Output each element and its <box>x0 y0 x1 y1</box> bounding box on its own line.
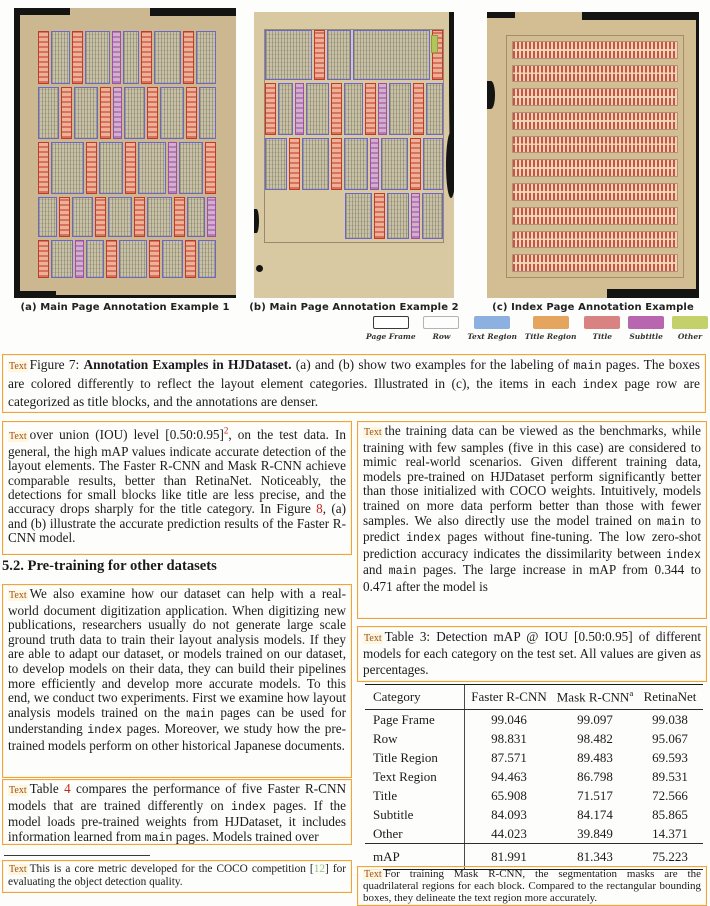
title-block <box>38 142 49 194</box>
title-block <box>289 138 300 190</box>
annotated-main-page-example-2-image <box>254 12 454 298</box>
table-cell-value: 85.865 <box>652 806 688 822</box>
text-region-block <box>423 138 443 190</box>
subtitle-block <box>168 142 177 194</box>
legend-swatch <box>474 316 510 329</box>
scan-edge-shadow <box>256 265 263 272</box>
table-row <box>365 767 703 786</box>
legend-label: Title Region <box>524 332 577 341</box>
title-block <box>141 31 152 83</box>
text-region-block <box>345 193 372 239</box>
title-block <box>365 83 376 135</box>
text-region-block <box>306 83 328 135</box>
text-region-block <box>147 197 172 237</box>
table-cell-value: 44.023 <box>491 825 527 841</box>
page-frame-region <box>264 29 444 243</box>
subtitle-block <box>370 138 379 190</box>
annotated-main-page-example-1-image <box>14 8 236 298</box>
text-region-block <box>51 31 69 83</box>
legend-item-other <box>672 316 708 341</box>
legend-swatch <box>628 316 664 329</box>
text-region-block <box>162 240 183 278</box>
legend-label: Text Region <box>467 332 517 341</box>
title-block <box>314 30 325 80</box>
legend-swatch <box>533 316 569 329</box>
text-region-block <box>108 197 131 237</box>
table-row <box>365 786 703 805</box>
text-region-block <box>344 138 368 190</box>
subtitle-block <box>207 197 216 237</box>
figure7-caption-box <box>2 354 706 413</box>
title-block <box>125 142 136 194</box>
text-region-block <box>199 87 216 139</box>
table3-footnote-box <box>357 866 707 906</box>
layout-detection-text-label: Text <box>9 590 27 601</box>
table-cell-category: Row <box>365 729 465 748</box>
title-block <box>134 197 145 237</box>
title-block <box>185 240 196 278</box>
table-cell-category: Title Region <box>365 748 465 767</box>
title-block <box>61 87 72 139</box>
annotated-index-page-example-image <box>487 12 699 298</box>
scan-edge-shadow <box>150 8 236 16</box>
layout-detection-text-label: Text <box>364 427 382 438</box>
scan-edge-shadow <box>487 12 515 18</box>
table-cell-value: 99.097 <box>577 711 613 727</box>
scan-edge-shadow <box>446 132 454 198</box>
text-region-block <box>278 83 293 135</box>
legend-swatch <box>423 316 459 329</box>
text-region-block <box>124 87 145 139</box>
figure7-caption-text: Figure 7: Annotation Examples in HJDataset. (a) and (b) show two examples for the labeling of main pages. The boxes are colored differently to reflect the layout element categories. Illustrated in (c), the items in each index page row are categorized as title blocks, and the annotations are denser. <box>8 357 700 409</box>
layout-detection-text-label: Text <box>364 633 382 644</box>
table-cell-value: 94.463 <box>491 768 527 784</box>
text-region-block <box>38 87 59 139</box>
text-region-block <box>86 240 104 278</box>
title-block <box>147 87 158 139</box>
table3-footnote-text: For training Mask R-CNN, the segmentation masks are the quadrilateral regions for each block. Compared to the rectangular bounding boxes, they delineate the text region more accurately. <box>363 868 701 904</box>
table-row <box>365 729 703 748</box>
table-cell-value: 84.174 <box>577 806 613 822</box>
subtitle-block <box>295 83 304 135</box>
index-row-title-blocks <box>512 231 678 249</box>
layout-detection-text-label: Text <box>9 785 27 796</box>
text-region-block <box>196 31 216 83</box>
table-cell-value: 84.093 <box>491 806 527 822</box>
subtitle-block <box>75 240 84 278</box>
table-cell-value: 89.531 <box>652 768 688 784</box>
title-block <box>38 240 49 278</box>
table-cell-category: Page Frame <box>365 710 465 729</box>
title-block <box>106 240 117 278</box>
left-paragraph-1-text: over union (IOU) level [0.50:0.95]$^2$, on the test data. In general, the high mAP values indicate accurate detection of the layout elements. The Faster R-CNN and Mask R-CNN achieve comparable results, better than RetinaNet. Noticeably, the detections for small blocks like title are less precise, and the accuracy drops sharply for the title category. In Figure 8, (a) and (b) illustrate the accurate prediction results of the Faster R-CNN model. <box>8 426 346 546</box>
title-block <box>331 138 342 190</box>
right-paragraph-1-text: the training data can be viewed as the benchmarks, while training with few samples (five in this case) are considered to mimic real-world scenarios. Given different training data, models pre-trained on HJDataset perform significantly better than those initialized with COCO weights. Intuitively, models trained on more data perform better than those with fewer samples. We also directly use the model trained on main to predict index pages without fine-tuning. The low zero-shot prediction accuracy indicates the dissimilarity between index and main pages. The large increase in mAP from 0.344 to 0.471 after the model is <box>363 423 701 594</box>
text-region-block <box>344 83 363 135</box>
table-cell-value: Mask R-CNN$^a$ <box>556 688 634 705</box>
subtitle-block <box>112 31 121 83</box>
subtitle-block <box>113 87 122 139</box>
index-row-title-blocks <box>512 159 678 177</box>
legend-label: Row <box>432 332 451 341</box>
legend-item-row <box>423 316 459 341</box>
legend-swatch <box>373 316 409 329</box>
text-region-block <box>160 87 184 139</box>
title-block <box>174 197 185 237</box>
table-row <box>365 805 703 824</box>
table-cell-value: 75.223 <box>652 848 688 864</box>
annotation-row <box>265 138 443 190</box>
title-block <box>72 31 83 83</box>
left-paragraph-2-box <box>2 584 352 778</box>
scan-edge-shadow <box>14 8 70 15</box>
title-block <box>149 240 160 278</box>
text-region-block <box>154 31 181 83</box>
annotation-row <box>345 193 443 239</box>
right-paragraph-1-box <box>357 421 707 619</box>
text-region-block <box>85 31 110 83</box>
text-region-block <box>198 240 216 278</box>
scan-edge-shadow <box>14 8 20 298</box>
panel-c-caption: (c) Index Page Annotation Example <box>492 302 694 313</box>
page-frame-region <box>38 31 216 280</box>
scan-edge-shadow <box>14 295 236 298</box>
table3-caption-box <box>357 626 707 682</box>
legend-item-title-region <box>525 316 577 341</box>
annotation-row <box>38 31 216 83</box>
table-cell-value: 99.046 <box>491 711 527 727</box>
table-cell-value: 69.593 <box>652 749 688 765</box>
table-row <box>365 824 703 843</box>
legend-item-text-region <box>467 316 517 341</box>
other-block <box>431 35 438 53</box>
title-block <box>183 31 194 83</box>
index-row-title-blocks <box>512 207 678 225</box>
text-region-block <box>51 142 83 194</box>
table3 <box>365 684 703 870</box>
footnote-rule <box>4 855 150 856</box>
text-region-block <box>38 197 56 237</box>
scan-edge-shadow <box>582 12 699 20</box>
index-row-title-blocks <box>512 254 678 272</box>
table-cell-value: 39.849 <box>577 825 613 841</box>
text-region-block <box>74 87 98 139</box>
text-region-block <box>389 83 411 135</box>
subtitle-block <box>378 83 387 135</box>
title-block <box>186 87 197 139</box>
table-cell-category: Category <box>365 685 465 709</box>
table-row <box>365 748 703 767</box>
text-region-block <box>422 193 443 239</box>
table-cell-value: RetinaNet <box>643 689 697 704</box>
left-paragraph-2-text: We also examine how our dataset can help with a real-world document digitization application. When digitizing new publications, researchers usually do not generate large scale ground truth data to train their layout analysis models. If they are able to adapt our dataset, or models trained on our dataset, to develop models on their data, they can build their pipelines more efficiently and develop more accurate models. To this end, we conduct two experiments. First we examine how layout analysis models trained on the main pages can be used for understanding index pages. Moreover, we study how the pre-trained models perform on other historical Japanese documents. <box>8 586 346 753</box>
index-row-title-blocks <box>512 41 678 59</box>
text-region-block <box>327 30 351 80</box>
title-block <box>413 83 424 135</box>
table-cell-category: Title <box>365 786 465 805</box>
layout-detection-text-label: Text <box>9 864 27 875</box>
index-row-title-blocks <box>512 183 678 201</box>
scan-edge-shadow <box>607 289 699 298</box>
table-cell-value: 98.831 <box>491 730 527 746</box>
title-block <box>95 197 106 237</box>
table-cell-value: 95.067 <box>652 730 688 746</box>
annotation-row <box>38 87 216 139</box>
table-cell-value: 99.038 <box>652 711 688 727</box>
figure7-legend <box>366 316 708 341</box>
page-frame-region <box>506 35 684 278</box>
text-region-block <box>353 30 430 80</box>
table-cell-category: Text Region <box>365 767 465 786</box>
scan-edge-shadow <box>487 81 495 109</box>
left-paragraph-3-text: Table 4 compares the performance of five Faster R-CNN models that are trained differently on index pages. If the model loads pre-trained weights from HJDataset, it includes information learned from main pages. Models trained over <box>8 781 347 845</box>
annotation-row <box>265 30 443 80</box>
text-region-block <box>138 142 166 194</box>
text-region-block <box>265 138 287 190</box>
title-block <box>374 193 385 239</box>
title-block <box>100 87 111 139</box>
title-block <box>205 142 216 194</box>
section-5-2-heading: 5.2. Pre-training for other datasets <box>2 558 217 574</box>
scan-edge-shadow <box>254 209 259 233</box>
text-region-block <box>265 30 312 80</box>
legend-label: Page Frame <box>366 332 416 341</box>
annotation-row <box>265 83 443 135</box>
table-cell-value: 86.798 <box>577 768 613 784</box>
title-block <box>86 142 97 194</box>
legend-item-page-frame <box>366 316 416 341</box>
text-region-block <box>426 83 443 135</box>
page-footnote-text: This is a core metric developed for the COCO competition [12] for evaluating the object detection quality. <box>8 863 346 888</box>
layout-detection-text-label: Text <box>9 361 27 372</box>
table-cell-category: mAP <box>365 844 465 869</box>
text-region-block <box>187 197 205 237</box>
left-paragraph-1-box <box>2 421 352 555</box>
annotation-row <box>38 197 216 237</box>
page-footnote-box <box>2 860 352 893</box>
annotation-row <box>38 240 216 278</box>
table-cell-value: 98.482 <box>577 730 613 746</box>
legend-item-subtitle <box>628 316 664 341</box>
index-row-title-blocks <box>512 136 678 154</box>
legend-label: Title <box>592 332 613 341</box>
panel-a-caption: (a) Main Page Annotation Example 1 <box>20 302 230 313</box>
table-row <box>365 710 703 729</box>
table-cell-value: 89.483 <box>577 749 613 765</box>
table-cell-value: 71.517 <box>577 787 613 803</box>
text-region-block <box>119 240 147 278</box>
text-region-block <box>72 197 94 237</box>
title-block <box>410 138 421 190</box>
layout-detection-text-label: Text <box>9 431 27 443</box>
table-cell-value: 14.371 <box>652 825 688 841</box>
subtitle-block <box>411 193 420 239</box>
title-block <box>331 83 342 135</box>
table-cell-category: Other <box>365 824 465 843</box>
table-cell-value: 81.343 <box>577 848 613 864</box>
legend-label: Other <box>677 332 703 341</box>
text-region-block <box>179 142 203 194</box>
index-row-title-blocks <box>512 88 678 106</box>
table-cell-category: Subtitle <box>365 805 465 824</box>
text-region-block <box>123 31 140 83</box>
table3-caption-text: Table 3: Detection mAP @ IOU [0.50:0.95] of different models for each category on the test set. All values are given as percentages. <box>363 629 701 677</box>
table-cell-value: 81.991 <box>491 848 527 864</box>
text-region-block <box>387 193 410 239</box>
table-cell-value: 87.571 <box>491 749 527 765</box>
annotation-row <box>38 142 216 194</box>
left-paragraph-3-box <box>2 779 352 845</box>
legend-label: Subtitle <box>629 332 663 341</box>
text-region-block <box>99 142 123 194</box>
text-region-block <box>51 240 72 278</box>
title-block <box>59 197 70 237</box>
index-row-title-blocks <box>512 112 678 130</box>
legend-swatch <box>672 316 708 329</box>
table-cell-value: 72.566 <box>652 787 688 803</box>
index-row-title-blocks <box>512 65 678 83</box>
title-block <box>38 31 49 83</box>
table-cell-value: Faster R-CNN <box>471 689 547 704</box>
text-region-block <box>302 138 328 190</box>
table-row <box>365 685 703 710</box>
layout-detection-text-label: Text <box>364 869 382 880</box>
text-region-block <box>381 138 407 190</box>
title-block <box>265 83 276 135</box>
panel-b-caption: (b) Main Page Annotation Example 2 <box>249 302 459 313</box>
scan-edge-shadow <box>696 12 699 298</box>
legend-swatch <box>584 316 620 329</box>
table-cell-value: 65.908 <box>491 787 527 803</box>
legend-item-title <box>584 316 620 341</box>
